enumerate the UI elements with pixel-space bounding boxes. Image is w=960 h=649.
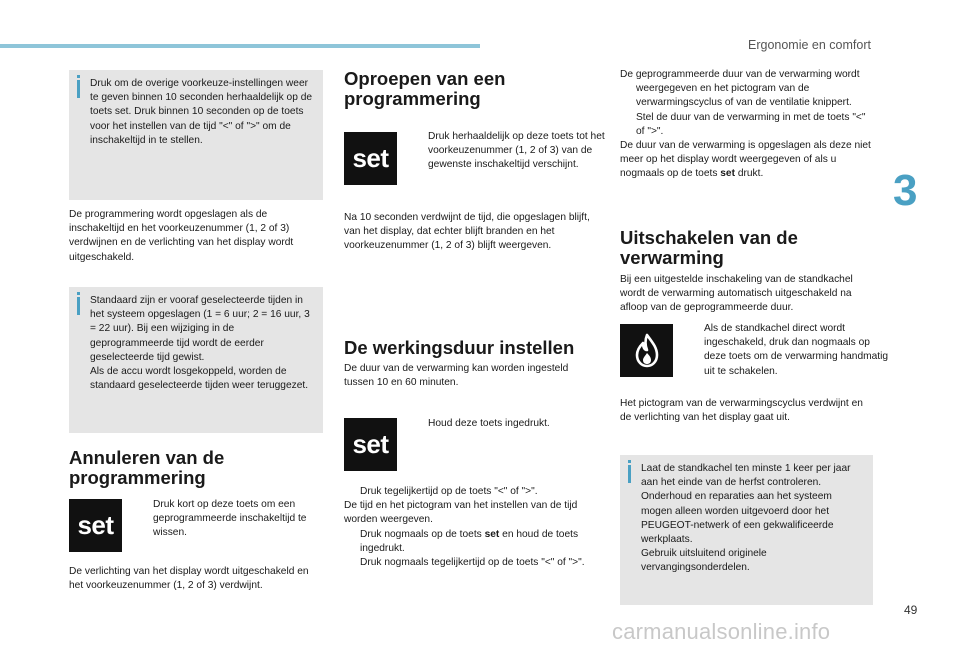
set-button-image: set [69,499,122,552]
step-item [344,485,615,499]
set-button-image: set [344,132,397,185]
info-icon [77,297,80,315]
info-text: Druk om de overige voorkeuze-instellingen weer te geven binnen 10 seconden herhaaldelijk op de toets set. Druk binnen 10 seconden op de toets voor het instellen van de tijd "<" of ">" om de inschakeltijd in te stellen. [90,78,313,146]
info-box-default-times [69,287,323,433]
heading-switch-off-heating: Uitschakelen van de verwarming [620,227,798,268]
step-text: Als de standkachel direct wordt ingeschakeld, druk dan nogmaals op deze toets om de verwarming handmatig uit te schakelen. [704,323,889,377]
paragraph: De verlichting van het display wordt uitgeschakeld en het voorkeuzenummer (1, 2 of 3) verdwijnt. [69,566,309,592]
step-text: Houd deze toets ingedrukt. [428,418,550,429]
step-text-pre: Druk nogmaals op de toets [360,529,485,540]
page-number: 49 [904,603,918,617]
info-box-preset-settings [69,70,323,200]
heading-cancel-programming: Annuleren van de programmering [69,447,225,488]
step-text: Stel de duur van de verwarming in met de toets "<" of ">". [636,112,866,138]
step-item [412,130,608,173]
info-box-maintenance [620,455,873,605]
header-accent-bar [0,44,480,48]
step-item [412,417,608,431]
info-icon [77,80,80,98]
paragraph: De tijd en het pictogram van het instellen van de tijd worden weergeven. [344,500,578,526]
step-text-bold: set [484,529,500,540]
info-text: Laat de standkachel ten minste 1 keer per jaar aan het einde van de herfst controleren. Onderhoud en reparaties aan het systeem mogen alleen worden uitgevoerd door het PEUGEOT-netwerk of een gekwalificeerde werkplaats. Gebruik uitsluitend originele vervangingsonderdelen. [641,463,851,574]
paragraph-post: drukt. [734,168,764,180]
paragraph-bold: set [720,168,735,180]
step-text: Druk herhaaldelijk op deze toets tot het voorkeuzenummer (1, 2 of 3) van de gewenste inschakeltijd verschijnt. [428,131,605,171]
step-text: Druk nogmaals tegelijkertijd op de toets "<" of ">". [360,557,585,568]
paragraph-pre: De duur van de verwarming is opgeslagen als deze niet meer op het display wordt weergegeven of als u nogmaals op de toets [620,140,871,180]
watermark: carmanualsonline.info [612,619,831,644]
step-item [688,322,889,379]
step-item [620,111,874,139]
paragraph: De programmering wordt opgeslagen als de inschakeltijd en het voorkeuzenummer (1, 2 of 3) verdwijnen en de verlichting van het display wordt uitgeschakeld. [69,209,294,263]
set-button-image: set [344,418,397,471]
paragraph: De duur van de verwarming kan worden ingesteld tussen 10 en 60 minuten. [344,363,569,389]
chapter-number: 3 [893,166,918,215]
section-title: Ergonomie en comfort [748,38,871,52]
heading-set-duration: De werkingsduur instellen [344,337,575,358]
heater-flame-icon [632,331,662,371]
step-text: Druk tegelijkertijd op de toets "<" of ">". [360,486,538,497]
step-item [344,528,618,556]
step-item [344,556,618,570]
paragraph: Bij een uitgestelde inschakeling van de standkachel wordt de verwarming automatisch uitgeschakeld na afloop van de geprogrammeerde duur. [620,274,853,314]
paragraph: De geprogrammeerde duur van de verwarming wordt weergegeven en het pictogram van de verwarmingscyclus of van de ventilatie knippert. [620,69,860,109]
info-text: Standaard zijn er vooraf geselecteerde tijden in het systeem opgeslagen (1 = 6 uur; 2 = 16 uur, 3 = 22 uur). Bij een wijziging in de geprogrammeerde tijd wordt de eerder geselecteerde tijd gewist. Als de accu wordt losgekoppeld, worden de standaard geselecteerde tijden weer teruggezet. [90,295,310,392]
step-text-post: en houd de toets ingedrukt. [360,529,579,555]
info-icon [628,465,631,483]
step-item [137,498,331,541]
paragraph [620,139,872,182]
paragraph: Het pictogram van de verwarmingscyclus verdwijnt en de verlichting van het display gaat uit. [620,398,863,424]
heater-button-image [620,324,673,377]
heading-recall-programming: Oproepen van een programmering [344,68,506,109]
step-text: Druk kort op deze toets om een geprogrammeerde inschakeltijd te wissen. [153,499,307,539]
paragraph: Na 10 seconden verdwijnt de tijd, die opgeslagen blijft, van het display, dat echter blijft branden en het voorkeuzenummer (1, 2 of 3) blijft weergeven. [344,212,590,252]
